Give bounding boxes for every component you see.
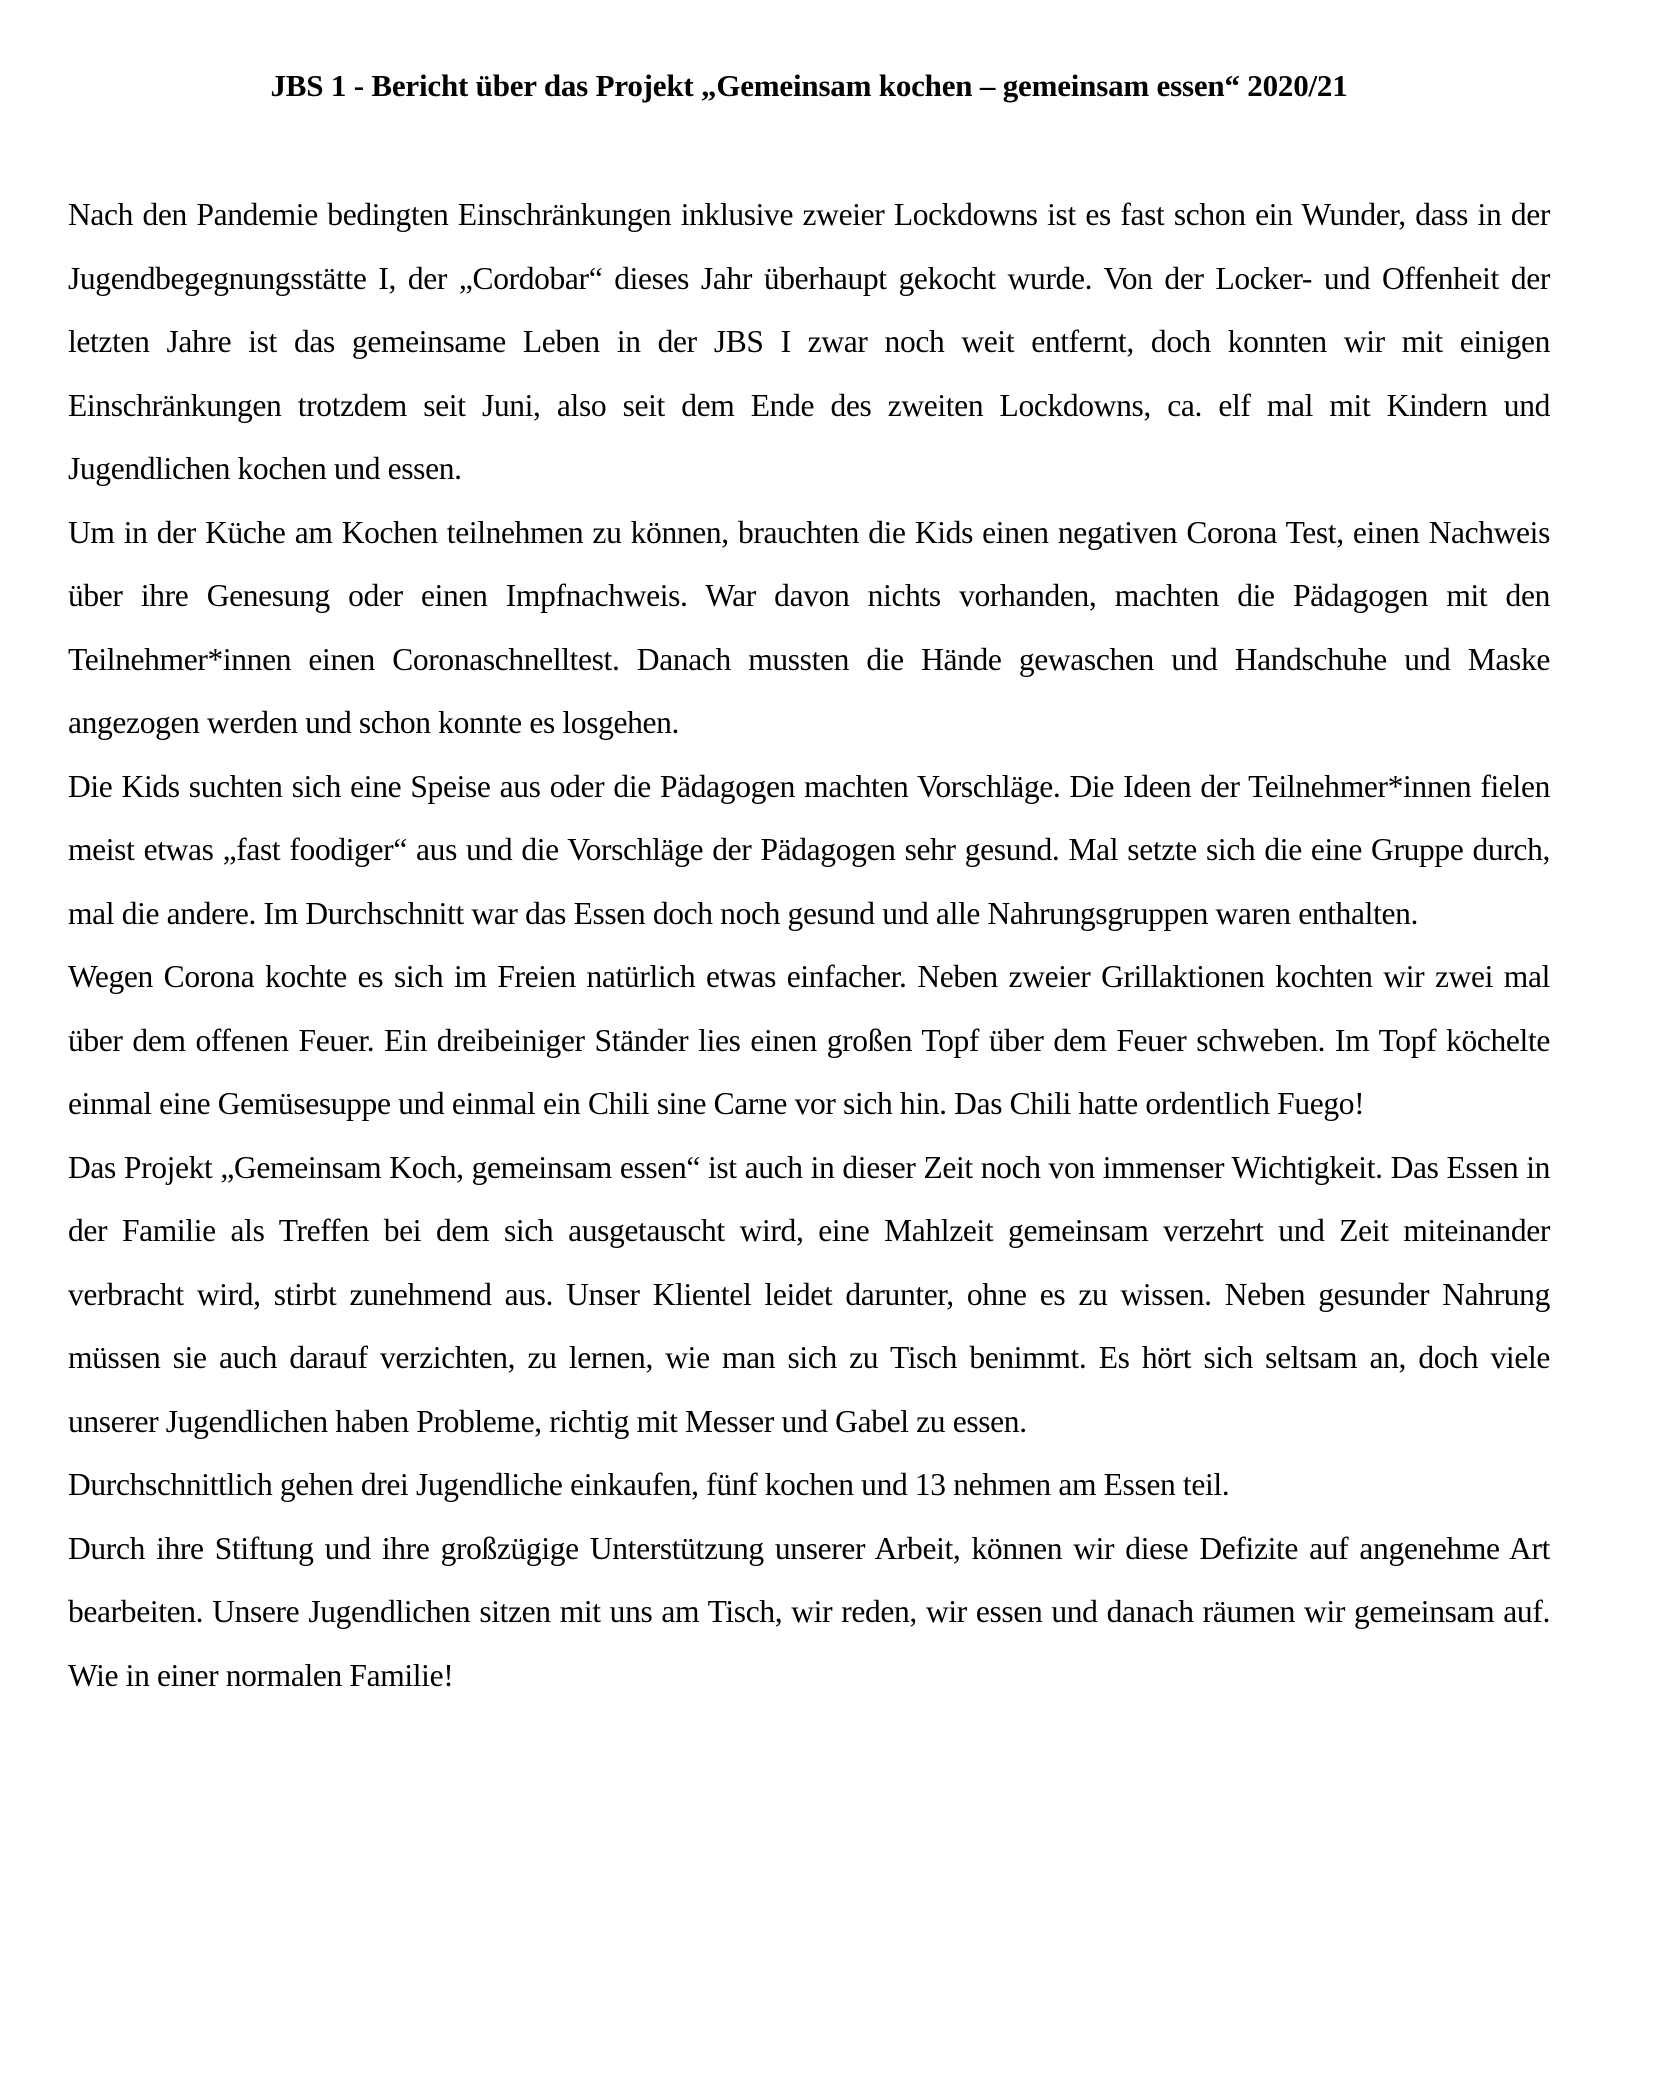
paragraph-corona-rules: Um in der Küche am Kochen teilnehmen zu können, brauchten die Kids einen negativen Corona Test, einen Nachweis über ihre Genesung oder einen Impfnachweis. War davon nichts vorhanden, machten die Pädagogen mit den Teilnehmer*innen einen Coronaschnelltest. Danach mussten die Hände gewaschen und Handschuhe und Maske angezogen werden und schon konnte es losgehen. <box>68 514 1550 740</box>
paragraph-intro: Nach den Pandemie bedingten Einschränkungen inklusive zweier Lockdowns ist es fast schon ein Wunder, dass in der Jugendbegegnungsstätte I, der „Cordobar“ dieses Jahr überhaupt gekocht wurde. Von der Locker- und Offenheit der letzten Jahre ist das gemeinsame Leben in der JBS I zwar noch weit entfernt, doch konnten wir mit einigen Einschränkungen trotzdem seit Juni, also seit dem Ende des zweiten Lockdowns, ca. elf mal mit Kindern und Jugendlichen kochen und essen. <box>68 197 1550 486</box>
document-title: JBS 1 - Bericht über das Projekt „Gemeinsam kochen – gemeinsam essen“ 2020/21 <box>270 68 1348 103</box>
paragraph-menu-choice: Die Kids suchten sich eine Speise aus oder die Pädagogen machten Vorschläge. Die Ideen der Teilnehmer*innen fielen meist etwas „fast foodiger“ aus und die Vorschläge der Pädagogen sehr gesund. Mal setzte sich die eine Gruppe durch, mal die andere. Im Durchschnitt war das Essen doch noch gesund und alle Nahrungsgruppen waren enthalten. <box>68 768 1550 931</box>
paragraph-thanks: Durch ihre Stiftung und ihre großzügige Unterstützung unserer Arbeit, können wir diese Defizite auf angenehme Art bearbeiten. Unsere Jugendlichen sitzen mit uns am Tisch, wir reden, wir essen und danach räumen wir gemeinsam auf. Wie in einer normalen Familie! <box>68 1530 1550 1693</box>
paragraph-participant-stats: Durchschnittlich gehen drei Jugendliche einkaufen, fünf kochen und 13 nehmen am Essen teil. <box>68 1467 1230 1502</box>
document-body <box>68 183 1550 1707</box>
paragraph-outdoor-cooking: Wegen Corona kochte es sich im Freien natürlich etwas einfacher. Neben zweier Grillaktionen kochten wir zwei mal über dem offenen Feuer. Ein dreibeiniger Ständer lies einen großen Topf über dem Feuer schweben. Im Topf köchelte einmal eine Gemüsesuppe und einmal ein Chili sine Carne vor sich hin. Das Chili hatte ordentlich Fuego! <box>68 959 1550 1121</box>
paragraph-project-importance: Das Projekt „Gemeinsam Koch, gemeinsam essen“ ist auch in dieser Zeit noch von immenser Wichtigkeit. Das Essen in der Familie als Treffen bei dem sich ausgetauscht wird, eine Mahlzeit gemeinsam verzehrt und Zeit miteinander verbracht wird, stirbt zunehmend aus. Unser Klientel leidet darunter, ohne es zu wissen. Neben gesunder Nahrung müssen sie auch darauf verzichten, zu lernen, wie man sich zu Tisch benimmt. Es hört sich seltsam an, doch viele unserer Jugendlichen haben Probleme, richtig mit Messer und Gabel zu essen. <box>68 1149 1550 1439</box>
